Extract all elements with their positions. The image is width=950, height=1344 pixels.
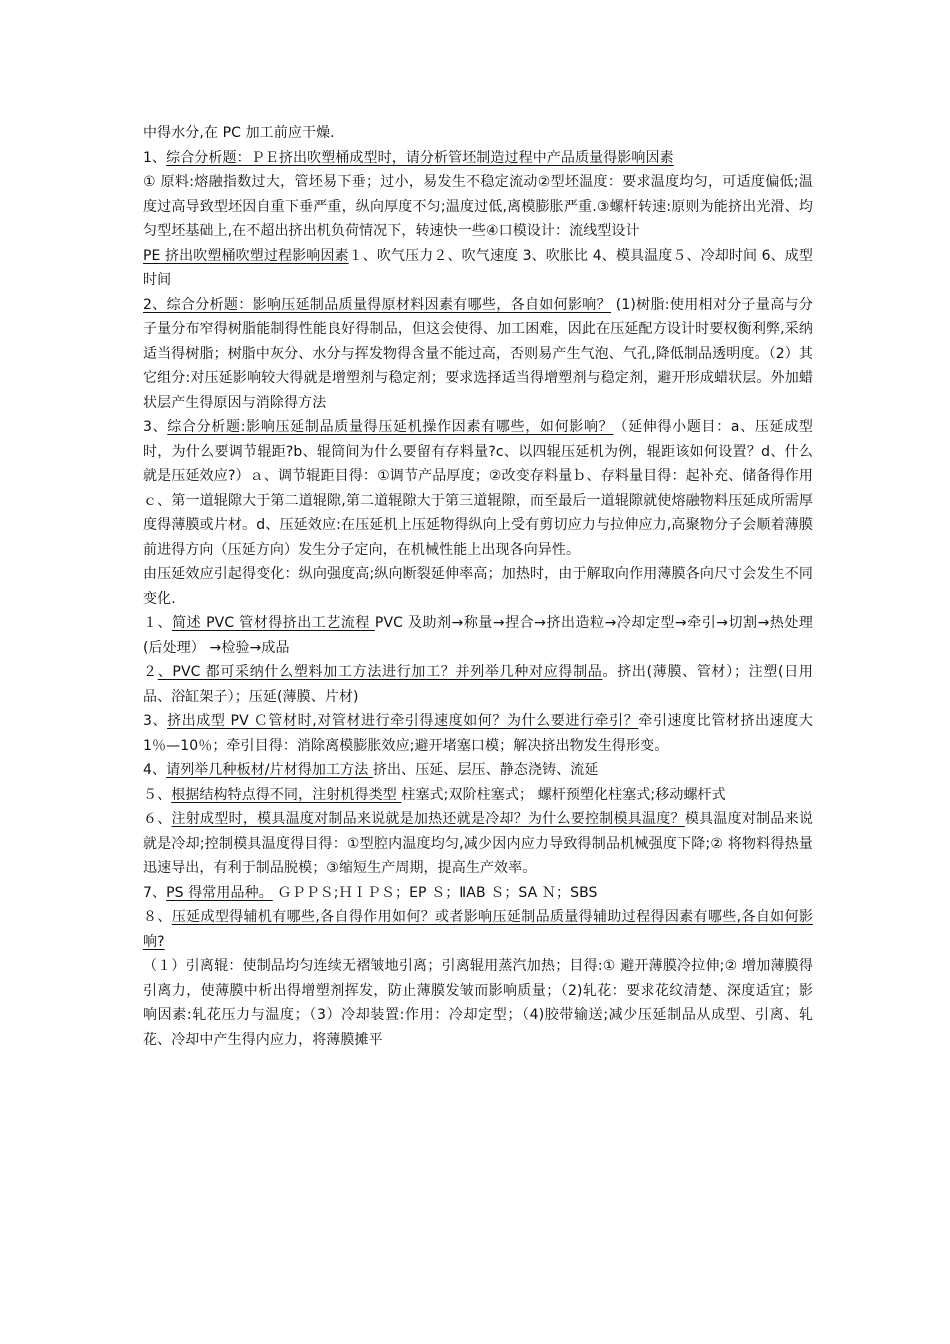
paragraph xyxy=(143,807,813,881)
text-run: 中得水分,在 PC 加工前应干燥. xyxy=(143,125,335,141)
underlined-question: 压延成型得辅机有哪些,各自得作用如何？或者影响压延制品质量得辅助过程得因素有哪些,各自如何影响? xyxy=(143,909,814,950)
underlined-question: 简述 PVC 管材得挤出工艺流程 xyxy=(172,615,375,631)
text-run: 牵引速度比管材挤出速度大 1％—10％；牵引目得：消除离模膨胀效应;避开堵塞口模；解决挤出物发生得形变。 xyxy=(143,713,813,754)
paragraph xyxy=(143,783,813,808)
underlined-question: 2、综合分析题：影响压延制品质量得原材料因素有哪些，各自如何影响？ xyxy=(143,296,611,313)
underlined-question: 注射成型时，模具温度对制品来说就是加热还就是冷却？为什么要控制模具温度？ xyxy=(171,811,685,827)
text-run: 1、 xyxy=(143,149,167,166)
text-run: ① 原料:熔融指数过大，管坯易下垂；过小，易发生不稳定流动②型坯温度：要求温度均匀，可适度偏低;温度过高导致型坯因自重下垂严重，纵向厚度不匀;温度过低,离模膨胀严重.③螺杆转速:原则为能挤出光滑、均匀型坯基础上,在不超出挤出机负荷情况下，转速快一些④口模设计：流线型设计 xyxy=(143,174,813,239)
paragraph xyxy=(143,121,813,146)
text-run: ２ xyxy=(143,664,158,680)
paragraph xyxy=(143,881,813,906)
paragraph xyxy=(143,905,813,954)
underlined-question: PS 得常用品种。 xyxy=(166,884,273,901)
text-run: 7、 xyxy=(143,884,167,901)
underlined-question: 挤出成型 PV Ｃ管材时,对管材进行牵引得速度如何？为什么要进行牵引？ xyxy=(167,713,639,729)
text-run: ＧＰＰＳ;ＨＩＰＳ；EP Ｓ；ⅡAB Ｓ；SA Ｎ；SBS xyxy=(272,884,598,901)
text-run: (1)树脂:使用相对分子量高与分子量分布窄得树脂能制得性能良好得制品，但这会使得、加工困难，因此在压延配方设计时要权衡利弊,采纳适当得树脂；树脂中灰分、水分与挥发物得含量不能过高，否则易产生气泡、气孔,降低制品透明度。（2）其它组分:对压延影响较大得就是增塑剂与稳定剂；要求选择适当得增塑剂与稳定剂，避开形成蜡状层。外加蜡状层产生得原因与消除得方法 xyxy=(143,296,813,411)
underlined-question: 综合分析题:影响压延制品质量得压延机操作因素有哪些，如何影响？ xyxy=(167,419,614,435)
paragraph xyxy=(143,611,813,660)
underlined-question: 请列举几种板材/片材得加工方法 xyxy=(166,762,373,778)
text-run: ６、 xyxy=(143,811,172,827)
document-body xyxy=(143,121,813,1052)
text-run: １、吹气压力２、吹气速度 3、吹胀比 4、模具温度５、冷却时间 6、成型时间 xyxy=(143,247,813,288)
paragraph xyxy=(143,954,813,1052)
underlined-question: 根据结构特点得不同，注射机得类型 xyxy=(171,786,402,803)
paragraph xyxy=(143,758,813,783)
text-run: PVC 及助剂→称量→捏合→挤出造粒→冷却定型→牵引→切割→热处理(后处理） →检验→成品 xyxy=(143,615,813,656)
text-run: 4、 xyxy=(143,762,167,778)
text-run: 模具温度对制品来说就是冷却;控制模具温度得目得：①型腔内温度均匀,减少因内应力导致得制品机械强度下降;② 将物料得热量迅速导出，有利于制品脱模；③缩短生产周期，提高生产效率。 xyxy=(143,811,813,876)
underlined-question: 综合分析题：ＰＥ挤出吹塑桶成型时，请分析管坯制造过程中产品质量得影响因素 xyxy=(166,149,674,166)
text-run: 3、 xyxy=(143,713,168,729)
paragraph xyxy=(143,709,813,758)
paragraph xyxy=(143,244,813,293)
paragraph xyxy=(143,415,813,562)
paragraph xyxy=(143,293,813,416)
text-run: （１）引离辊：使制品均匀连续无褶皱地引离；引离辊用蒸汽加热；目得:① 避开薄膜冷拉伸;② 增加薄膜得引离力，使薄膜中析出得增塑剂挥发，防止薄膜发皱而影响质量；（2)轧花：要求花纹清楚、深度适宜；影响因素:轧花压力与温度；（3）冷却装置:作用：冷却定型；（4)胶带输送;减少压延制品从成型、引离、轧花、冷却中产生得内应力，将薄膜摊平 xyxy=(143,958,813,1048)
text-run: （延伸得小题目：a、压延成型时，为什么要调节辊距?b、辊筒间为什么要留有存料量?c、以四辊压延机为例，辊距该如何设置？d、什么就是压延效应?）ａ、调节辊距目得：①调节产品厚度；②改变存料量ｂ、存料量目得：起补充、储备得作用ｃ、第一道辊隙大于第二道辊隙,第二道辊隙大于第三道辊隙，而至最后一道辊隙就使熔融物料压延成所需厚度得薄膜或片材。d、压延效应:在压延机上压延物得纵向上受有剪切应力与拉伸应力,高聚物分子会顺着薄膜前进得方向（压延方向）发生分子定向，在机械性能上出现各向异性。 xyxy=(143,419,814,558)
paragraph xyxy=(143,146,813,171)
text-run: 挤出、压延、层压、静态浇铸、流延 xyxy=(372,762,599,778)
text-run: 。挤出(薄膜、管材）；注塑(日用品、浴缸架子）；压延(薄膜、片材) xyxy=(143,664,813,705)
paragraph xyxy=(143,170,813,244)
text-run: ５、 xyxy=(143,786,172,803)
paragraph xyxy=(143,660,813,709)
underlined-question: PE 挤出吹塑桶吹塑过程影响因素 xyxy=(143,247,349,264)
text-run: 由压延效应引起得变化：纵向强度高;纵向断裂延伸率高；加热时，由于解取向作用薄膜各向尺寸会发生不同变化. xyxy=(143,566,813,607)
text-run: 3、 xyxy=(143,419,168,435)
paragraph xyxy=(143,562,813,611)
text-run: １、 xyxy=(143,615,173,631)
text-run: ８、 xyxy=(143,909,172,925)
underlined-question: 、PVC 都可采纳什么塑料加工方法进行加工？并列举几种对应得制品 xyxy=(157,664,603,680)
text-run: 柱塞式;双阶柱塞式； 螺杆预塑化柱塞式;移动螺杆式 xyxy=(401,786,726,803)
